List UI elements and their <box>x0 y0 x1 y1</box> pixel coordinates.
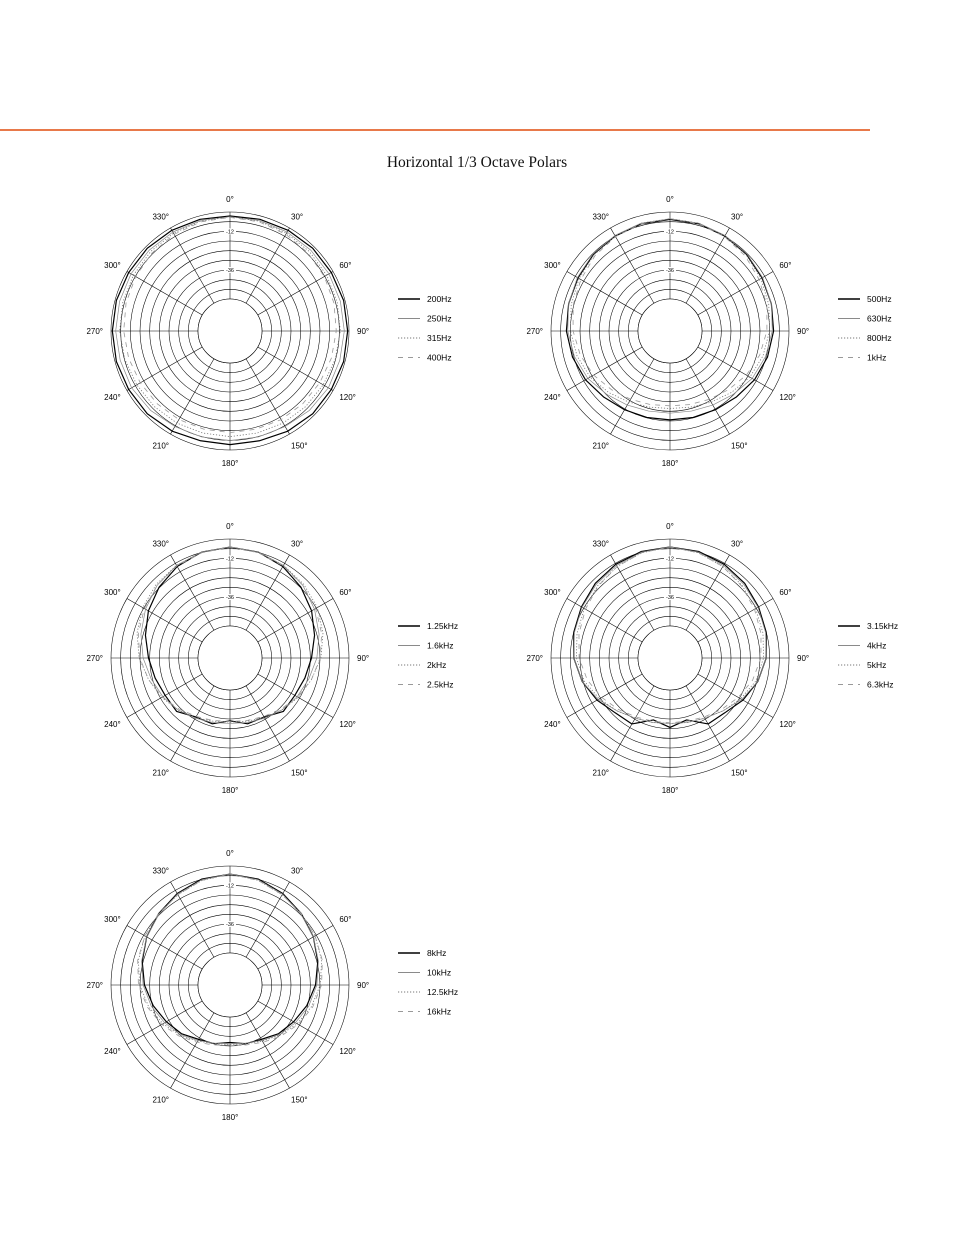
angle-label: 210° <box>152 768 169 778</box>
angle-label: 210° <box>152 1095 169 1105</box>
legend-label: 12.5kHz <box>427 987 459 997</box>
ring-label: -36 <box>666 268 674 274</box>
polar-grid-spoke <box>171 1013 215 1088</box>
legend-label: 250Hz <box>427 313 452 324</box>
legend-label: 2kHz <box>427 660 447 670</box>
ring-label: -36 <box>226 922 234 928</box>
legend-label: 3.15kHz <box>867 621 899 631</box>
legend-label: 1.25kHz <box>427 621 459 631</box>
polar-grid-spoke <box>258 347 333 391</box>
polar-grid-spoke <box>686 228 730 303</box>
ring-label: -36 <box>666 595 674 601</box>
angle-label: 330° <box>152 212 169 222</box>
legend-label: 200Hz <box>427 294 452 304</box>
angle-label: 240° <box>104 1047 121 1056</box>
angle-label: 30° <box>291 212 304 222</box>
polar-center <box>638 299 702 363</box>
polar-grid-spoke <box>698 347 773 391</box>
angle-label: 150° <box>291 768 308 778</box>
polar-grid-spoke <box>127 674 202 718</box>
polar-center <box>198 626 262 690</box>
angle-label: 120° <box>339 1047 356 1056</box>
ring-label: -36 <box>226 595 234 601</box>
angle-label: 150° <box>291 441 308 451</box>
header-rule <box>0 129 870 131</box>
polar-chart-1 <box>80 191 480 491</box>
angle-label: 210° <box>592 441 609 451</box>
angle-label: 240° <box>104 393 121 402</box>
angle-label: 60° <box>779 588 792 597</box>
angle-label: 0° <box>666 195 674 204</box>
legend-label: 1kHz <box>867 352 887 363</box>
angle-label: 60° <box>339 588 352 597</box>
angle-label: 330° <box>152 539 169 549</box>
angle-label: 90° <box>797 327 810 336</box>
angle-label: 240° <box>544 393 561 402</box>
ring-label: -36 <box>226 268 234 274</box>
angle-label: 330° <box>592 212 609 222</box>
angle-label: 120° <box>779 720 796 729</box>
angle-label: 120° <box>779 393 796 402</box>
polar-grid-spoke <box>258 272 333 316</box>
polar-grid-spoke <box>611 228 655 303</box>
polar-grid-spoke <box>698 674 773 718</box>
angle-label: 330° <box>592 539 609 549</box>
legend-label: 2.5kHz <box>427 679 454 690</box>
legend-label: 800Hz <box>867 333 892 343</box>
angle-label: 240° <box>104 720 121 729</box>
ring-label: -12 <box>226 883 234 890</box>
angle-label: 150° <box>731 441 748 451</box>
legend-label: 5kHz <box>867 660 887 670</box>
angle-label: 270° <box>86 981 103 990</box>
page-title: Horizontal 1/3 Octave Polars <box>386 154 568 171</box>
angle-label: 0° <box>226 849 234 858</box>
angle-label: 300° <box>544 588 561 597</box>
angle-label: 210° <box>592 768 609 778</box>
legend-label: 315Hz <box>427 333 452 343</box>
angle-label: 300° <box>104 588 121 597</box>
legend-label: 500Hz <box>867 294 892 304</box>
polar-chart-3 <box>80 518 480 818</box>
angle-label: 300° <box>104 261 121 270</box>
polar-chart-5 <box>80 845 480 1145</box>
angle-label: 90° <box>357 327 370 336</box>
polar-grid-spoke <box>246 228 290 303</box>
angle-label: 150° <box>291 1095 308 1105</box>
polar-grid-spoke <box>246 1013 290 1088</box>
angle-label: 270° <box>526 654 543 663</box>
angle-label: 0° <box>226 522 234 531</box>
polar-grid-spoke <box>171 686 215 761</box>
legend-label: 630Hz <box>867 313 892 324</box>
polar-grid-spoke <box>686 555 730 630</box>
legend-label: 6.3kHz <box>867 679 894 690</box>
angle-label: 240° <box>544 720 561 729</box>
legend-label: 8kHz <box>427 948 447 958</box>
legend-label: 1.6kHz <box>427 640 454 651</box>
ring-label: -12 <box>666 556 674 563</box>
polar-center <box>198 953 262 1017</box>
angle-label: 330° <box>152 866 169 876</box>
polar-grid-spoke <box>258 926 333 970</box>
polar-grid-spoke <box>246 686 290 761</box>
polar-chart-2 <box>520 191 920 491</box>
angle-label: 30° <box>731 212 744 222</box>
angle-label: 180° <box>661 786 679 795</box>
polar-grid-spoke <box>258 599 333 643</box>
angle-label: 90° <box>357 654 370 663</box>
angle-label: 90° <box>797 654 810 663</box>
legend-label: 16kHz <box>427 1006 452 1017</box>
angle-label: 300° <box>104 915 121 924</box>
angle-label: 90° <box>357 981 370 990</box>
angle-label: 60° <box>339 261 352 270</box>
angle-label: 150° <box>731 768 748 778</box>
polar-grid-spoke <box>611 359 655 434</box>
polar-center <box>198 299 262 363</box>
angle-label: 180° <box>221 459 239 468</box>
polar-grid-spoke <box>127 272 202 316</box>
ring-label: -12 <box>226 229 234 236</box>
legend-label: 4kHz <box>867 640 887 651</box>
angle-label: 180° <box>221 1113 239 1122</box>
polar-grid-spoke <box>171 228 215 303</box>
angle-label: 30° <box>291 539 304 549</box>
polar-grid-spoke <box>127 347 202 391</box>
angle-label: 120° <box>339 720 356 729</box>
angle-label: 180° <box>221 786 239 795</box>
angle-label: 60° <box>339 915 352 924</box>
ring-label: -12 <box>666 229 674 236</box>
legend-label: 400Hz <box>427 352 452 363</box>
angle-label: 300° <box>544 261 561 270</box>
angle-label: 270° <box>526 327 543 336</box>
legend-label: 10kHz <box>427 967 452 978</box>
angle-label: 120° <box>339 393 356 402</box>
angle-label: 60° <box>779 261 792 270</box>
angle-label: 180° <box>661 459 679 468</box>
angle-label: 0° <box>226 195 234 204</box>
angle-label: 30° <box>291 866 304 876</box>
polar-grid-spoke <box>567 674 642 718</box>
angle-label: 210° <box>152 441 169 451</box>
angle-label: 270° <box>86 327 103 336</box>
polar-center <box>638 626 702 690</box>
polar-grid-spoke <box>258 674 333 718</box>
angle-label: 270° <box>86 654 103 663</box>
angle-label: 0° <box>666 522 674 531</box>
ring-label: -12 <box>226 556 234 563</box>
angle-label: 30° <box>731 539 744 549</box>
polar-chart-4 <box>520 518 920 818</box>
